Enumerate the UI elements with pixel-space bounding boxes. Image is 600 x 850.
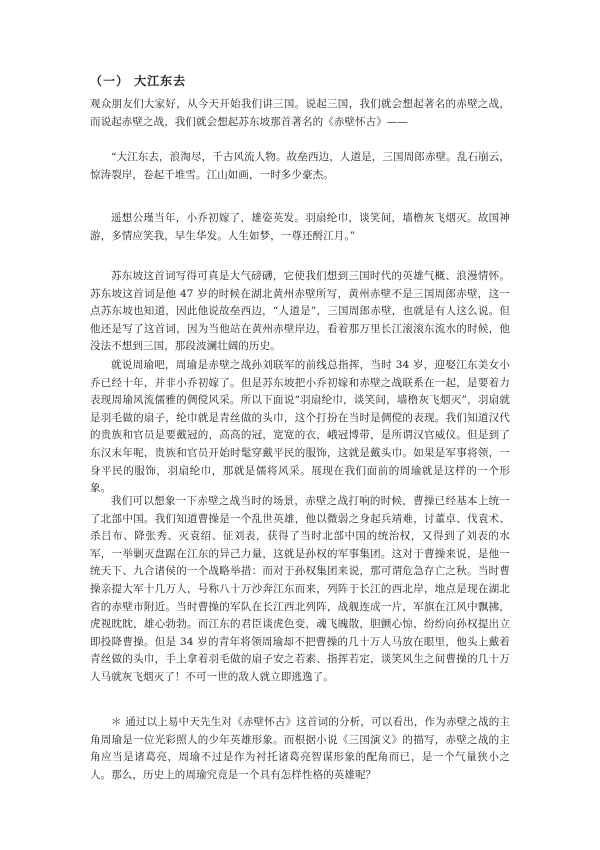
section-heading: （一） 大江东去 — [90, 74, 187, 88]
battle-scene-paragraph: 我们可以想象一下赤壁之战当时的场景，赤壁之战打响的时候，曹操已经基本上统一了北部中国。我们知道曹操是一个乱世英雄，他以微弱之身起兵靖难，讨董卓、伐袁术、杀吕布、降张秀、灭袁绍、征刘表，获得了当时北部中国的统治权，又得到了刘表的水军，一举剿灭盘踞在江东的异己力量，这就是孙权的军事集团。这对于曹操来说，是他一统天下、九合诸侯的一个战略举措：而对于孙权集团来说，那可谓危急存亡之秋。当时曹操亲提大军十几万人，号称八十万沙奔江东而来，列阵于长江的西北岸，地点是现在湖北省的赤壁市附近。当时曹操的军队在长江西北列阵，战舰连成一片，军旗在江风中飘拂，虎视眈眈，雄心勃勃。而江东的君臣谈虎色变，魂飞魄散，胆颤心惊，纷纷向孙权提出立即投降曹操。但是 34 岁的青年将领周瑜却不把曹操的几十万人马放在眼里，他头上戴着青丝做的头巾，手上拿着羽毛做的扇子安之若素、指挥若定，谈笑风生之间曹操的几十万人马就灰飞烟灭了！不可一世的敌人就立即逃逸了。 — [90, 495, 510, 683]
poem-verse-2: 遥想公瑾当年，小乔初嫁了，雄姿英发。羽扇纶巾，谈笑间，墙橹灰飞烟灭。故国神游，多情应笑我，早生华发。人生如梦，一尊还酹江月。” — [90, 212, 510, 242]
analysis-note-paragraph: ＊ 通过以上易中天先生对《赤壁怀古》这首词的分析，可以看出，作为赤壁之战的主角周瑜是一位光彩照人的少年英雄形象。而根据小说《三国演义》的描写，赤壁之战的主角应当是诸葛亮，周瑜不过是作为衬托诸葛亮智谋形象的配角而已，是一个气量狭小之人。那么，历史上的周瑜究竟是一个具有怎样性格的英雄呢？ — [90, 716, 510, 781]
poem-verse-1: “大江东去，浪淘尽，千古风流人物。故垒西边，人道是，三国周郎赤壁。乱石崩云，惊涛裂岸，卷起千堆雪。江山如画，一时多少豪杰。 — [90, 151, 510, 181]
zhou-yu-paragraph: 就说周瑜吧，周瑜是赤壁之战孙刘联军的前线总指挥，当时 34 岁，迎娶江东美女小乔已经十年，并非小乔初嫁了。但是苏东坡把小乔初嫁和赤壁之战联系在一起，是要着力表现周瑜风流儒雅的倜傥风采。所以下面说“羽扇纶巾，谈笑间，墙橹灰飞烟灭”，羽扇就是羽毛做的扇子，纶巾就是青丝做的头巾，这个打扮在当时是倜傥的表现。我们知道汉代的贵族和官员是要戴冠的，高高的冠，宽宽的衣，峨冠博带，是所谓汉官威仪。但是到了东汉末年呢，贵族和官员开始时髦穿戴平民的服饰，这就是戴头巾。如果是军事将领，一身平民的服饰，羽扇纶巾，那就是儒将风采。展现在我们面前的周瑜就是这样的一个形象。 — [90, 359, 510, 495]
intro-paragraph: 观众朋友们大家好，从今天开始我们讲三国。说起三国，我们就会想起著名的赤壁之战，而说起赤壁之战，我们就会想起苏东坡那首著名的《赤壁怀古》—— — [90, 98, 510, 128]
poem-commentary-paragraph: 苏东坡这首词写得可真是大气磅礴，它使我们想到三国时代的英雄气概、浪漫情怀。苏东坡这首词是他 47 岁的时候在湖北黄州赤壁所写，黄州赤壁不是三国周郎赤壁，这一点苏东坡也知道，因此他说故垒西边，“人道是”，三国周郎赤壁，也就是有人这么说。但他还是写了这首词，因为当他站在黄州赤壁岸边，看着那万里长江滚滚东流水的时候，他没法不想到三国，那段波澜壮阔的历史。 — [90, 270, 510, 353]
